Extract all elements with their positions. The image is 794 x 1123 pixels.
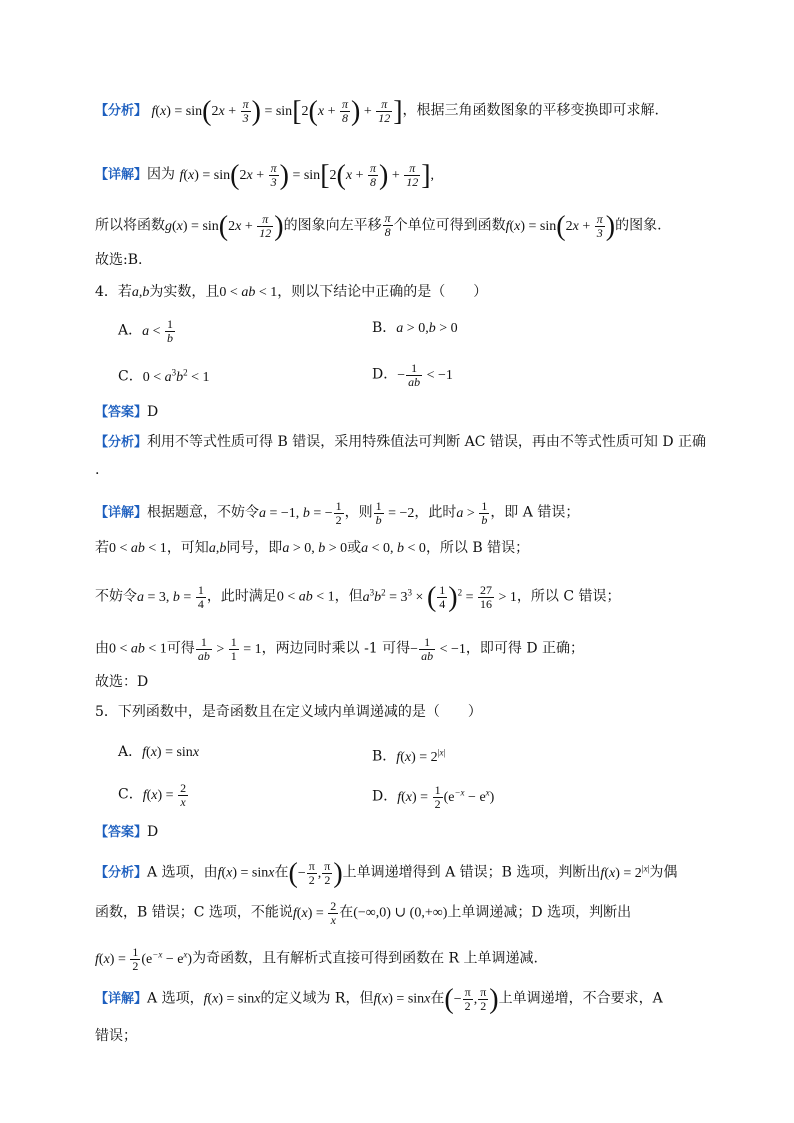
q4-detail-2 [95,538,704,559]
q4-d1-f2: $\frac{1}{b}$ = −2 [375,499,415,527]
q5-stem: 5．下列函数中，是奇函数且在定义域内单调递减的是（ ） [95,704,482,720]
q4-d1-b: ，则 [344,504,373,521]
q4-option-b [372,318,458,339]
q5-option-c [118,782,189,809]
q3-detail-line [95,159,704,191]
q4-d4-b: 可得 [166,640,195,657]
q4-option-a [118,318,176,345]
q4-d1-f1: a = −1, b = − $\frac{1}{2}$ [259,499,342,527]
analysis-tag: 【分析】 [95,865,148,881]
q4-d3-f2: 0 < ab < 1 [276,589,335,605]
q4-analysis-text: 利用不等式性质可得 B 错误，采用特殊值法可判断 AC 错误，再由不等式性质可知 D 正确 [147,434,707,450]
q4-d4-a: 由 [95,640,109,657]
q4-cond: 0 < ab < 1 [219,285,278,300]
q3-shift-c: 个单位可得到函数 [393,217,506,234]
q5-de1-f2: f(x) = sinx [373,991,431,1007]
q3-choice: 故选:B. [95,252,143,268]
q4-d4-f1: 0 < ab < 1 [109,641,167,657]
option-b-formula: a > 0,b > 0 [396,321,458,336]
q4-option-d [372,362,453,389]
q5-an2-f2: (−∞,0) ∪ (0,+∞) [353,905,448,921]
q4-option-c [118,362,210,388]
option-d-formula: − $\frac{1}{ab}$ < −1 [397,361,453,389]
q4-d1-c: ，此时 [414,504,457,521]
option-label: C． [118,786,143,803]
q4-d2-f3: a > 0, b > 0 [282,541,348,556]
q5-option-d [372,782,494,811]
q5-an1-a: A 选项，由 [147,864,218,881]
q4-choice: 故选：D [95,674,149,690]
analysis-tag: 【分析】 [95,435,148,450]
q5-b-formula: $f(x) = 2^{|x|}$ [396,747,446,765]
q3-shift-line [95,212,704,240]
q4-d1-f3: a > $\frac{1}{b}$ [456,499,488,527]
q3-shift-a: 所以将函数 [95,217,165,234]
q5-de1-c: 在 [430,990,445,1007]
q4-stem-a: 为实数，且 [149,284,220,300]
q4-d2-b: ，可知 [166,540,209,556]
q5-de1-a: A 选项， [147,990,204,1007]
q5-option-b [372,742,445,768]
option-label: B． [372,320,397,336]
option-label: A． [118,744,143,760]
q4-d4-f2: $\frac{1}{ab}$ > $\frac{1}{1}$ = 1 [197,635,262,663]
q4-d2-a: 若 [95,540,109,556]
pi-over-8: $\frac{\pi}{8}$ [384,211,391,239]
q4-d2-c: 同号，即 [226,540,283,556]
q5-de1-d: 上单调递增，不合要求，A [498,990,663,1007]
q3-shift-b: 的图象向左平移 [283,217,382,234]
q5-an2-c: 上单调递减；D 选项，判断出 [447,904,632,921]
q4-d4-d: ，即可得 D 正确； [465,640,584,657]
answer-tag: 【答案】 [95,825,148,840]
q4-stem-b: ，则以下结论中正确的是（ ） [277,284,488,300]
option-label: A． [118,322,143,339]
q4-d3-a: 不妨令 [95,588,137,605]
q4-detail-3 [95,582,704,611]
q4-d2-e: ，所以 B 错误； [425,540,530,556]
analysis-tag: 【分析】 [95,103,148,119]
q5-answer [95,822,704,843]
q4-detail-1 [95,500,704,527]
option-label: B． [372,748,397,765]
q5-an3-f1: f(x) = $\frac{1}{2}$ $(e^{-x} - e^x)$ [95,944,193,973]
q5-answer-value: D [147,824,159,840]
answer-tag: 【答案】 [95,405,148,420]
q4-answer-value: D [147,404,159,420]
q3-detail-lead: 因为 [147,166,176,183]
option-c-formula: $0 < a^3b^2 < 1$ [142,367,210,385]
q4-answer [95,402,704,423]
f-formula: f(x) = sin(2x + $\frac{\pi}{3}$ ) [505,210,616,242]
q4-analysis-dot: . [95,462,100,478]
q5-analysis-2 [95,900,704,927]
q5-a-formula: f(x) = sinx [142,745,200,760]
g-formula: g(x) = sin(2x + $\frac{\pi}{12}$ ) [165,210,284,242]
option-label: C． [118,368,143,385]
q4-d3-f3: $a^3b^2 = 3^3$ × ( $\frac{1}{4}$ )$^2$ = $\frac{27}{16}$ > 1 [362,581,517,613]
q5-an1-c: 上单调递增得到 A 错误；B 选项，判断出 [342,864,601,881]
q5-an1-d: 为偶 [649,864,678,881]
q4-d1-d: ，即 A 错误； [490,504,580,521]
q5-option-a [118,742,199,763]
detail-tag: 【详解】 [95,505,148,521]
q5-d-formula: f(x) = $\frac{1}{2}$ $(e^{-x} - e^x)$ [397,782,495,811]
q4-d2-f2: a,b [208,541,227,556]
q4-ab: a,b [131,285,150,300]
q4-d2-d: 或 [347,540,362,556]
q5-an1-b: 在 [274,864,289,881]
q4-d3-b: ，此时满足 [206,588,277,605]
q5-analysis-3 [95,944,704,973]
q5-de1-f3: (− $\frac{\pi}{2}$ , $\frac{\pi}{2}$ ) [444,983,499,1015]
q4-d1-a: 根据题意，不妨令 [147,504,260,521]
q4-d2-f1: 0 < ab < 1 [109,541,167,556]
q5-analysis-1 [95,858,704,887]
q4-d3-c: ，但 [334,588,363,605]
q3-detail-formula: f(x) = sin(2x + $\frac{\pi}{3}$ ) = sin[2(x + $\frac{\pi}{8}$ ) + $\frac{\pi}{12}$ ], [179,159,435,191]
q4-num: 4．若 [95,284,132,300]
q3-shift-d: 的图象. [615,217,662,234]
option-a-formula: a < $\frac{1}{b}$ [142,317,174,345]
q4-d4-c: ，两边同时乘以 -1 可得 [261,640,411,657]
option-label: D． [372,366,398,383]
detail-tag: 【详解】 [95,167,148,183]
q4-d3-f1: a = 3, b = $\frac{1}{4}$ [137,582,204,611]
q5-an3-b: 为奇函数，且有解析式直接可得到函数在 R 上单调递减. [192,950,538,967]
q5-an1-f1: f(x) = sinx [217,865,275,881]
q3-analysis-tail: ，根据三角函数图象的平移变换即可求解. [402,102,659,119]
q4-stem [95,282,704,303]
q5-de1-b: 的定义域为 R，但 [260,990,374,1007]
q4-d2-f4: a < 0, b < 0 [361,541,426,556]
option-label: D． [372,788,398,805]
q5-an2-a: 函数，B 错误；C 选项，不能说 [95,904,293,921]
q5-an1-f3: $f(x) = 2^{|x|}$ [600,863,650,881]
q5-an2-b: 在 [339,904,354,921]
q5-c-formula: f(x) = $\frac{2}{x}$ [142,781,187,809]
detail-tag: 【详解】 [95,991,148,1007]
q5-de1-f1: f(x) = sinx [203,991,261,1007]
q4-detail-4 [95,636,704,663]
q4-d4-f3: − $\frac{1}{ab}$ < −1 [410,635,466,663]
q5-an2-f1: f(x) = $\frac{2}{x}$ [292,899,337,927]
q5-detail-1 [95,983,704,1015]
q5-an1-f2: (− $\frac{\pi}{2}$ , $\frac{\pi}{2}$ ) [288,857,343,889]
q5-detail-2: 错误； [95,1028,137,1044]
q3-formula: f(x) = sin(2x + $\frac{\pi}{3}$ ) = sin[2(x + $\frac{\pi}{8}$ ) + $\frac{\pi}{12}$ ] [151,95,403,127]
q4-d3-d: ，所以 C 错误； [516,588,621,605]
q3-analysis-line [95,95,704,127]
q4-analysis [95,432,707,453]
